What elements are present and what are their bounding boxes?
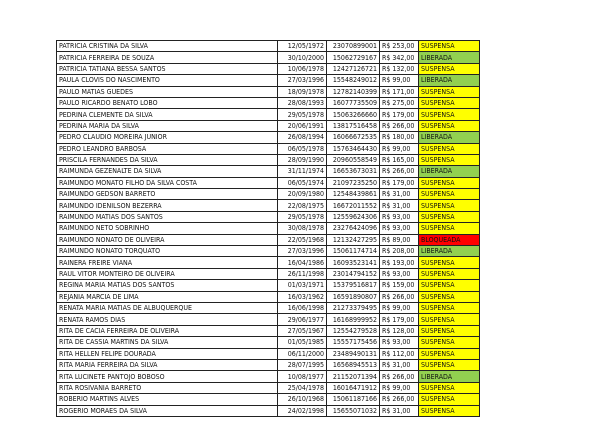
name-cell[interactable]: RAINERA FREIRE VIANA [57,257,278,268]
document-number-cell[interactable]: 13817516458 [327,120,380,131]
amount-cell[interactable]: R$ 93,00 [380,268,419,279]
status-cell[interactable]: SUSPENSA [419,314,480,325]
birth-date-cell[interactable]: 01/05/1985 [278,337,327,348]
name-cell[interactable]: PRISCILA FERNANDES DA SILVA [57,154,278,165]
name-cell[interactable]: RAIMUNDO MATIAS DOS SANTOS [57,211,278,222]
birth-date-cell[interactable]: 06/05/1974 [278,177,327,188]
name-cell[interactable]: RITA LUCINETE PANTOJO BOBOSO [57,371,278,382]
document-number-cell[interactable]: 15763464430 [327,143,380,154]
document-number-cell[interactable]: 15548249012 [327,75,380,86]
status-cell[interactable]: LIBERADA [419,132,480,143]
name-cell[interactable]: PEDRO CLAUDIO MOREIRA JUNIOR [57,132,278,143]
name-cell[interactable]: REJANIA MARCIA DE LIMA [57,291,278,302]
amount-cell[interactable]: R$ 31,00 [380,200,419,211]
name-cell[interactable]: PAULO RICARDO BENATO LOBO [57,97,278,108]
document-number-cell[interactable]: 15655071032 [327,405,380,416]
status-cell[interactable]: SUSPENSA [419,280,480,291]
name-cell[interactable]: RAIMUNDO MONATO FILHO DA SILVA COSTA [57,177,278,188]
table-row [57,120,480,131]
amount-cell[interactable]: R$ 128,00 [380,325,419,336]
birth-date-cell[interactable]: 10/06/1978 [278,63,327,74]
amount-cell[interactable]: R$ 266,00 [380,166,419,177]
table-row [57,359,480,370]
table-row [57,302,480,313]
document-number-cell[interactable]: 16066672535 [327,132,380,143]
name-cell[interactable]: RAIMUNDA GEZENALTE DA SILVA [57,166,278,177]
table-row [57,325,480,336]
name-cell[interactable]: ROGERIO MORAES DA SILVA [57,405,278,416]
name-cell[interactable]: RENATA RAMOS DIAS [57,314,278,325]
name-cell[interactable]: PAULO MATIAS GUEDES [57,86,278,97]
amount-cell[interactable]: R$ 266,00 [380,291,419,302]
birth-date-cell[interactable]: 18/09/1978 [278,86,327,97]
document-number-cell[interactable]: 23014794152 [327,268,380,279]
name-cell[interactable]: RAUL VITOR MONTEIRO DE OLIVEIRA [57,268,278,279]
table-row [57,405,480,416]
status-cell[interactable]: SUSPENSA [419,302,480,313]
table-row [57,211,480,222]
status-cell[interactable]: BLOQUEADA [419,234,480,245]
document-number-cell[interactable]: 15379516817 [327,280,380,291]
status-cell[interactable]: SUSPENSA [419,143,480,154]
amount-cell[interactable]: R$ 99,00 [380,302,419,313]
name-cell[interactable]: RITA DE CASSIA MARTINS DA SILVA [57,337,278,348]
amount-cell[interactable]: R$ 208,00 [380,246,419,257]
status-cell[interactable]: SUSPENSA [419,382,480,393]
table-row [57,189,480,200]
birth-date-cell[interactable]: 28/09/1990 [278,154,327,165]
birth-date-cell[interactable]: 22/08/1975 [278,200,327,211]
amount-cell[interactable]: R$ 99,00 [380,143,419,154]
name-cell[interactable]: PATRICIA FERREIRA DE SOUZA [57,52,278,63]
birth-date-cell[interactable]: 27/03/1996 [278,246,327,257]
spreadsheet-body [57,41,480,417]
birth-date-cell[interactable]: 16/03/1962 [278,291,327,302]
name-cell[interactable]: RITA ROSIVANIA BARRETO [57,382,278,393]
status-cell[interactable]: SUSPENSA [419,86,480,97]
table-row [57,382,480,393]
name-cell[interactable]: PATRICIA TATIANA BESSA SANTOS [57,63,278,74]
status-cell[interactable]: SUSPENSA [419,394,480,405]
birth-date-cell[interactable]: 06/05/1978 [278,143,327,154]
birth-date-cell[interactable]: 28/07/1995 [278,359,327,370]
status-cell[interactable]: LIBERADA [419,166,480,177]
amount-cell[interactable]: R$ 112,00 [380,348,419,359]
table-row [57,371,480,382]
name-cell[interactable]: RITA MARIA FERREIRA DA SILVA [57,359,278,370]
amount-cell[interactable]: R$ 179,00 [380,177,419,188]
status-cell[interactable]: SUSPENSA [419,325,480,336]
birth-date-cell[interactable]: 12/05/1972 [278,41,327,52]
document-number-cell[interactable]: 23489490131 [327,348,380,359]
document-number-cell[interactable]: 20960558549 [327,154,380,165]
status-cell[interactable]: LIBERADA [419,371,480,382]
table-row [57,246,480,257]
name-cell[interactable]: RAIMUNDO NETO SOBRINHO [57,223,278,234]
status-cell[interactable]: SUSPENSA [419,211,480,222]
name-cell[interactable]: PEDRO LEANDRO BARBOSA [57,143,278,154]
document-number-cell[interactable]: 12548439861 [327,189,380,200]
name-cell[interactable]: PATRICIA CRISTINA DA SILVA [57,41,278,52]
name-cell[interactable]: RAIMUNDO NONATO TORQUATO [57,246,278,257]
document-number-cell[interactable]: 16016471912 [327,382,380,393]
document-number-cell[interactable]: 12132427295 [327,234,380,245]
table-row [57,41,480,52]
amount-cell[interactable]: R$ 31,00 [380,359,419,370]
birth-date-cell[interactable]: 27/03/1996 [278,75,327,86]
status-cell[interactable]: LIBERADA [419,52,480,63]
table-row [57,63,480,74]
document-number-cell[interactable]: 12559624306 [327,211,380,222]
status-cell[interactable]: SUSPENSA [419,97,480,108]
table-row [57,166,480,177]
document-number-cell[interactable]: 16093523141 [327,257,380,268]
table-row [57,86,480,97]
birth-date-cell[interactable]: 10/08/1977 [278,371,327,382]
name-cell[interactable]: REGINA MARIA MATIAS DOS SANTOS [57,280,278,291]
table-row [57,291,480,302]
amount-cell[interactable]: R$ 159,00 [380,280,419,291]
status-cell[interactable]: SUSPENSA [419,63,480,74]
amount-cell[interactable]: R$ 342,00 [380,52,419,63]
document-number-cell[interactable]: 16653673031 [327,166,380,177]
status-cell[interactable]: LIBERADA [419,246,480,257]
birth-date-cell[interactable]: 01/03/1971 [278,280,327,291]
birth-date-cell[interactable]: 30/10/2000 [278,52,327,63]
name-cell[interactable]: ROBERIO MARTINS ALVES [57,394,278,405]
name-cell[interactable]: RITA DE CACIA FERREIRA DE OLIVEIRA [57,325,278,336]
table-row [57,143,480,154]
amount-cell[interactable]: R$ 93,00 [380,337,419,348]
status-cell[interactable]: SUSPENSA [419,109,480,120]
amount-cell[interactable]: R$ 165,00 [380,154,419,165]
name-cell[interactable]: RENATA MARIA MATIAS DE ALBUQUERQUE [57,302,278,313]
table-row [57,348,480,359]
status-cell[interactable]: SUSPENSA [419,257,480,268]
amount-cell[interactable]: R$ 179,00 [380,314,419,325]
table-row [57,154,480,165]
name-cell[interactable]: PEDRINA MARIA DA SILVA [57,120,278,131]
name-cell[interactable]: PAULA CLOVIS DO NASCIMENTO [57,75,278,86]
amount-cell[interactable]: R$ 266,00 [380,120,419,131]
table-row [57,223,480,234]
table-row [57,177,480,188]
birth-date-cell[interactable]: 30/08/1978 [278,223,327,234]
document-number-cell[interactable]: 15557175456 [327,337,380,348]
birth-date-cell[interactable]: 06/11/2000 [278,348,327,359]
document-number-cell[interactable]: 12554279528 [327,325,380,336]
status-cell[interactable]: SUSPENSA [419,405,480,416]
document-number-cell[interactable]: 15062729167 [327,52,380,63]
birth-date-cell[interactable]: 25/04/1978 [278,382,327,393]
birth-date-cell[interactable]: 20/06/1991 [278,120,327,131]
document-number-cell[interactable]: 16168999952 [327,314,380,325]
amount-cell[interactable]: R$ 180,00 [380,132,419,143]
birth-date-cell[interactable]: 24/02/1998 [278,405,327,416]
table-row [57,337,480,348]
birth-date-cell[interactable]: 29/05/1978 [278,211,327,222]
spreadsheet-table [56,40,480,417]
table-row [57,97,480,108]
status-cell[interactable]: SUSPENSA [419,41,480,52]
table-row [57,280,480,291]
document-number-cell[interactable]: 23276424096 [327,223,380,234]
birth-date-cell[interactable]: 29/05/1978 [278,109,327,120]
birth-date-cell[interactable]: 16/04/1986 [278,257,327,268]
status-cell[interactable]: SUSPENSA [419,177,480,188]
document-number-cell[interactable]: 21152071394 [327,371,380,382]
table-row [57,109,480,120]
document-number-cell[interactable]: 16568945513 [327,359,380,370]
birth-date-cell[interactable]: 26/11/1998 [278,268,327,279]
document-number-cell[interactable]: 12782140399 [327,86,380,97]
status-cell[interactable]: SUSPENSA [419,337,480,348]
amount-cell[interactable]: R$ 275,00 [380,97,419,108]
table-row [57,257,480,268]
document-number-cell[interactable]: 23070899001 [327,41,380,52]
status-cell[interactable]: SUSPENSA [419,120,480,131]
status-cell[interactable]: SUSPENSA [419,291,480,302]
document-number-cell[interactable]: 15061187166 [327,394,380,405]
status-cell[interactable]: LIBERADA [419,75,480,86]
birth-date-cell[interactable]: 26/08/1994 [278,132,327,143]
document-number-cell[interactable]: 21273379495 [327,302,380,313]
status-cell[interactable]: SUSPENSA [419,359,480,370]
table-row [57,132,480,143]
table-row [57,234,480,245]
name-cell[interactable]: RAIMUNDO NONATO DE OLIVEIRA [57,234,278,245]
amount-cell[interactable]: R$ 31,00 [380,405,419,416]
document-number-cell[interactable]: 21097235250 [327,177,380,188]
birth-date-cell[interactable]: 22/05/1968 [278,234,327,245]
status-cell[interactable]: SUSPENSA [419,189,480,200]
name-cell[interactable]: PEDRINA CLEMENTE DA SILVA [57,109,278,120]
table-row [57,314,480,325]
table-row [57,200,480,211]
birth-date-cell[interactable]: 20/09/1980 [278,189,327,200]
amount-cell[interactable]: R$ 253,00 [380,41,419,52]
document-number-cell[interactable]: 16591890807 [327,291,380,302]
table-row [57,75,480,86]
name-cell[interactable]: RAIMUNDO IDENILSON BEZERRA [57,200,278,211]
document-number-cell[interactable]: 16077735509 [327,97,380,108]
birth-date-cell[interactable]: 31/11/1974 [278,166,327,177]
amount-cell[interactable]: R$ 93,00 [380,211,419,222]
status-cell[interactable]: SUSPENSA [419,223,480,234]
amount-cell[interactable]: R$ 132,00 [380,63,419,74]
birth-date-cell[interactable]: 28/08/1993 [278,97,327,108]
amount-cell[interactable]: R$ 266,00 [380,371,419,382]
table-row [57,394,480,405]
birth-date-cell[interactable]: 27/05/1967 [278,325,327,336]
name-cell[interactable]: RITA HELLEN FELIPE DOURADA [57,348,278,359]
amount-cell[interactable]: R$ 193,00 [380,257,419,268]
table-row [57,268,480,279]
document-number-cell[interactable]: 15061174714 [327,246,380,257]
amount-cell[interactable]: R$ 31,00 [380,189,419,200]
amount-cell[interactable]: R$ 99,00 [380,382,419,393]
birth-date-cell[interactable]: 26/10/1968 [278,394,327,405]
amount-cell[interactable]: R$ 89,00 [380,234,419,245]
document-number-cell[interactable]: 16672011552 [327,200,380,211]
birth-date-cell[interactable]: 16/06/1998 [278,302,327,313]
status-cell[interactable]: SUSPENSA [419,268,480,279]
status-cell[interactable]: SUSPENSA [419,348,480,359]
amount-cell[interactable]: R$ 99,00 [380,75,419,86]
birth-date-cell[interactable]: 29/06/1977 [278,314,327,325]
amount-cell[interactable]: R$ 93,00 [380,223,419,234]
amount-cell[interactable]: R$ 266,00 [380,394,419,405]
table-row [57,52,480,63]
status-cell[interactable]: SUSPENSA [419,154,480,165]
document-number-cell[interactable]: 15063266660 [327,109,380,120]
amount-cell[interactable]: R$ 171,00 [380,86,419,97]
status-cell[interactable]: SUSPENSA [419,200,480,211]
name-cell[interactable]: RAIMUNDO GEDSON BARRETO [57,189,278,200]
amount-cell[interactable]: R$ 179,00 [380,109,419,120]
document-number-cell[interactable]: 12427126721 [327,63,380,74]
